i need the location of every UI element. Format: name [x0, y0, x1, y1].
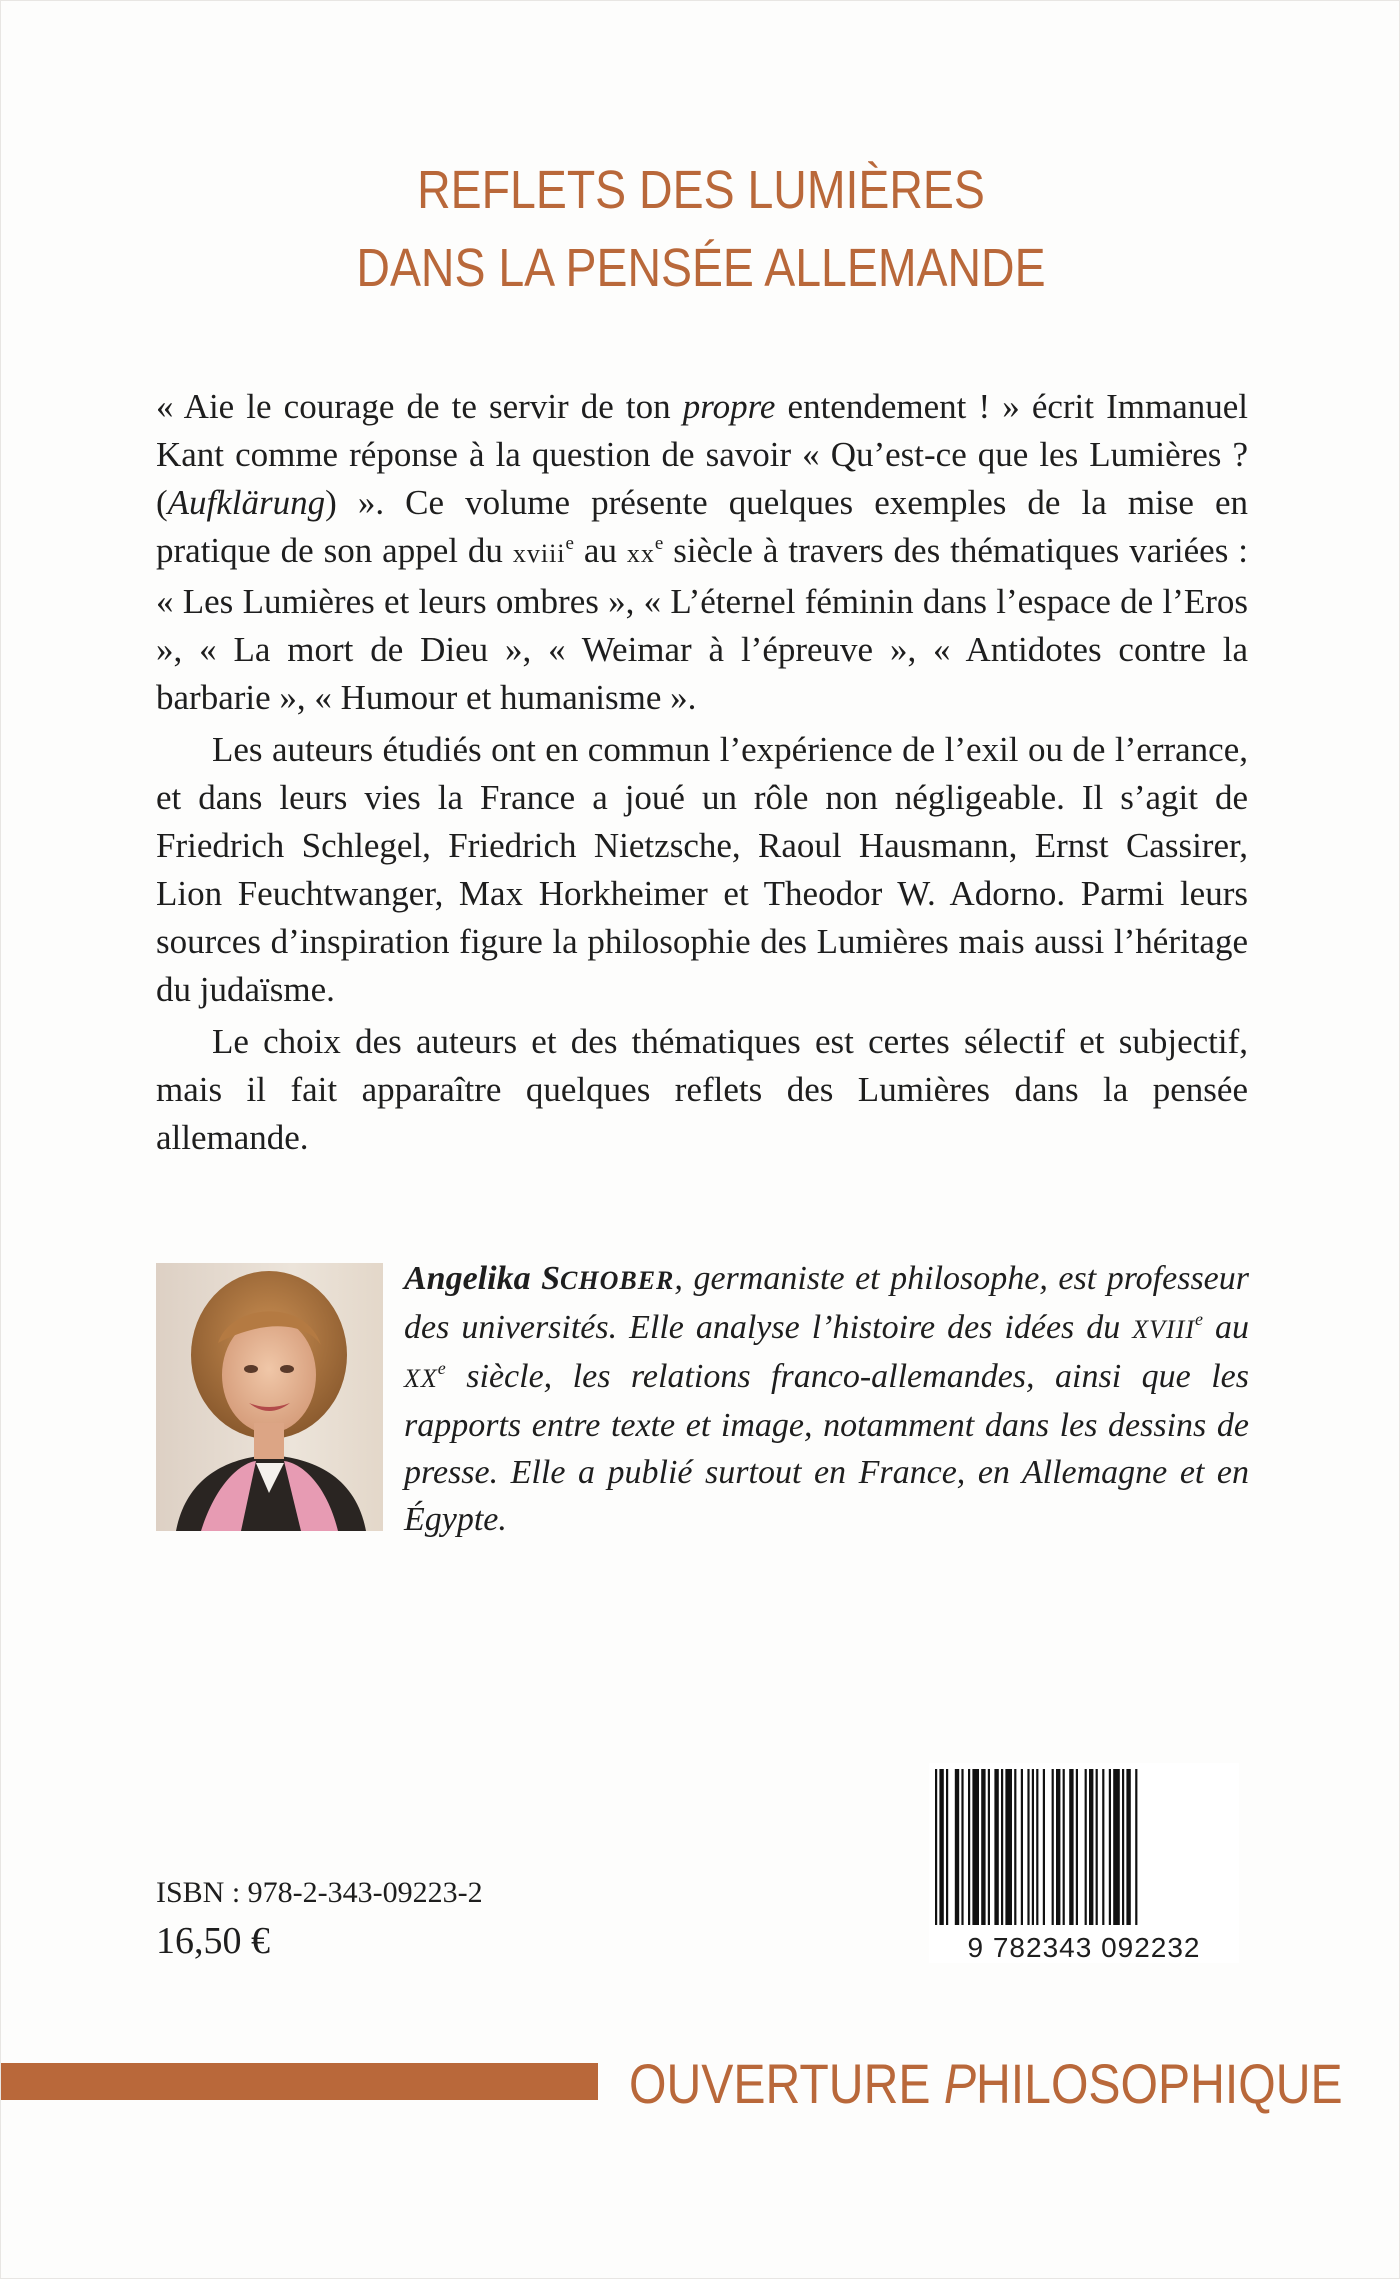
- ordinal-suffix: e: [565, 533, 574, 554]
- barcode-bar: [994, 1769, 998, 1925]
- author-last-name-initial: S: [541, 1260, 561, 1297]
- blurb-emphasis: Aufklärung: [167, 483, 326, 522]
- barcode-digits: 9 782343 092232: [967, 1932, 1201, 1963]
- barcode-bar: [1063, 1769, 1065, 1925]
- barcode-bar: [972, 1769, 979, 1925]
- blurb-text: au: [573, 531, 627, 570]
- barcode-bar: [955, 1769, 959, 1925]
- blurb-text: « Aie le courage de te servir de ton: [156, 387, 683, 426]
- barcode-bar: [1005, 1769, 1012, 1925]
- author-portrait-photo: [156, 1263, 383, 1531]
- price: 16,50 €: [156, 1920, 270, 1962]
- century-numeral: XVIII: [1132, 1315, 1196, 1344]
- barcode-bar: [1027, 1769, 1029, 1925]
- century-numeral: xviii: [512, 539, 566, 568]
- barcode-bar: [1036, 1769, 1038, 1925]
- blurb-text: ) ». Ce volume présente quelques exemples de la mise en pratique de son appel du: [156, 483, 1248, 570]
- series-accent-bar: [1, 2063, 598, 2100]
- author-last-name: CHOBER: [560, 1266, 675, 1295]
- century-numeral: xx: [626, 539, 655, 568]
- barcode-bar: [946, 1769, 948, 1925]
- barcode-bar: [1085, 1769, 1087, 1925]
- barcode-bar: [1122, 1769, 1124, 1925]
- blurb-emphasis: propre: [682, 387, 776, 426]
- title-line-2: DANS LA PENSÉE ALLEMANDE: [356, 238, 1046, 298]
- barcode-bar: [988, 1769, 990, 1925]
- bio-text: , germaniste et philosophe, est professeur des universités. Elle analyse l’histoire des idées du: [404, 1260, 1249, 1346]
- author-photo: [156, 1263, 383, 1531]
- barcode-graphic: [929, 1763, 1239, 1963]
- blurb-paragraph-3: Le choix des auteurs et des thématiques est certes sélectif et subjectif, mais il fait apparaître quelques reflets des Lumières dans la pensée allemande.: [156, 1022, 1248, 1157]
- barcode-bar: [1001, 1769, 1003, 1925]
- ordinal-suffix: e: [1195, 1309, 1204, 1329]
- series-name: [629, 2051, 1343, 2116]
- barcode-bar: [1052, 1769, 1054, 1925]
- barcode-bar: [1102, 1769, 1104, 1925]
- barcode-bar: [1109, 1769, 1111, 1925]
- title-line-1: REFLETS DES LUMIÈRES: [417, 160, 985, 220]
- barcode-bar: [935, 1769, 937, 1925]
- barcode-bar: [981, 1769, 985, 1925]
- blurb-text: siècle à travers des thématiques variées : « Les Lumières et leurs ombres », « L’éternel féminin dans l’espace de l’Eros », « La mort de Dieu », « Weimar à l’épreuve », « Antidotes contre la barbarie », « Humour et humanisme ».: [156, 531, 1248, 717]
- ordinal-suffix: e: [437, 1358, 446, 1378]
- blurb: [156, 383, 1248, 1162]
- series-name-part-2: HILOSOPHIQUE: [976, 2052, 1343, 2115]
- barcode-bar: [1014, 1769, 1016, 1925]
- barcode-bar: [1089, 1769, 1093, 1925]
- barcode-bar: [1021, 1769, 1023, 1925]
- barcode-bar: [939, 1769, 943, 1925]
- author-bio: [404, 1255, 1249, 1543]
- series-name-part-1: OUVERTURE: [629, 2052, 944, 2115]
- blurb-text: entendement ! » écrit Immanuel Kant comme réponse à la question de savoir « Qu’est-ce que les Lumières ? (: [156, 387, 1248, 522]
- barcode-bar: [1056, 1769, 1060, 1925]
- barcode-bar: [1135, 1769, 1137, 1925]
- barcode-bar: [968, 1769, 970, 1925]
- barcode-bar: [1096, 1769, 1098, 1925]
- barcode-bar: [1076, 1769, 1078, 1925]
- barcode-bar: [1126, 1769, 1130, 1925]
- author-first-name: Angelika: [404, 1260, 542, 1297]
- bio-text: siècle, les relations franco-allemandes, ainsi que les rapports entre texte et image, notamment dans les dessins de presse. Elle a publié surtout en France, en Allemagne et en Égypte.: [404, 1358, 1249, 1538]
- barcode-bar: [961, 1769, 963, 1925]
- bio-text: au: [1203, 1309, 1250, 1346]
- blurb-paragraph-1: [156, 383, 1248, 722]
- blurb-paragraph-2: Les auteurs étudiés ont en commun l’expérience de l’exil ou de l’errance, et dans leurs vies la France a joué un rôle non négligeable. Il s’agit de Friedrich Schlegel, Friedrich Nietzsche, Raoul Hausmann, Ernst Cassirer, Lion Feuchtwanger, Max Horkheimer et Theodor W. Adorno. Parmi leurs sources d’inspiration figure la philosophie des Lumières mais aussi l’héritage du judaïsme.: [156, 730, 1248, 1009]
- century-numeral: XX: [404, 1364, 438, 1393]
- book-title: [99, 151, 1303, 307]
- barcode-bar: [1069, 1769, 1073, 1925]
- barcode: [929, 1763, 1239, 1963]
- barcode-bar: [1032, 1769, 1034, 1925]
- ordinal-suffix: e: [654, 533, 664, 554]
- barcode-bar: [1043, 1769, 1045, 1925]
- isbn: ISBN : 978-2-343-09223-2: [156, 1876, 483, 1909]
- series-name-initial: P: [943, 2052, 977, 2115]
- barcode-bar: [1113, 1769, 1120, 1925]
